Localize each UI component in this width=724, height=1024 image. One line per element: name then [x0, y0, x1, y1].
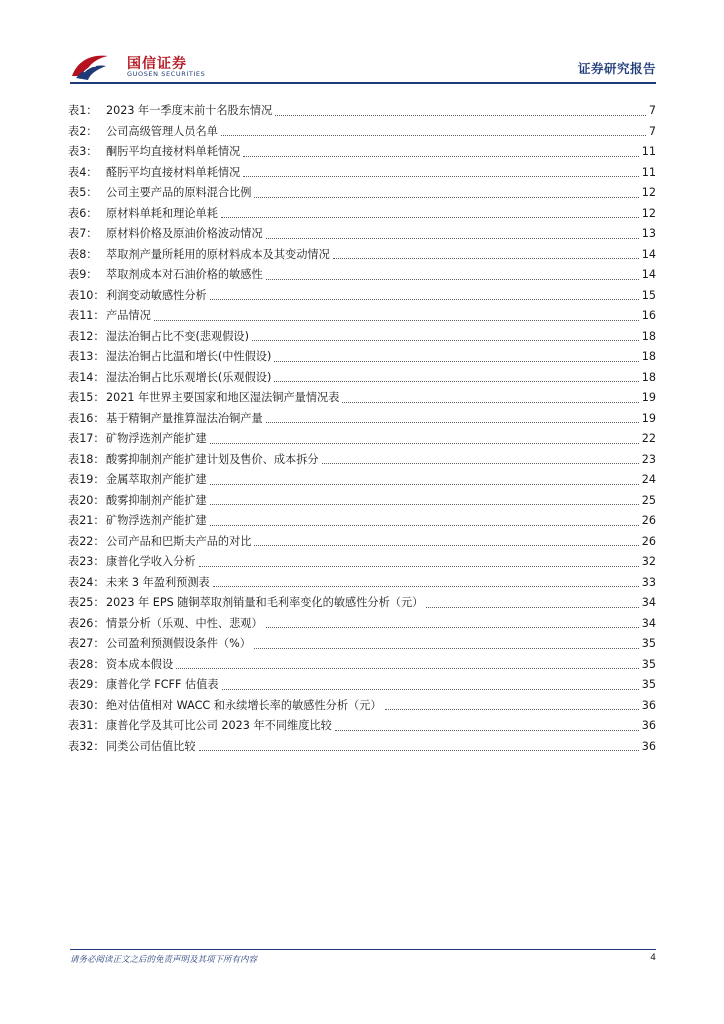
toc-entry-label: 表25： — [68, 596, 105, 609]
toc-entry-page: 36 — [641, 739, 656, 753]
toc-entry-label: 表12： — [68, 329, 105, 343]
toc-entry-label: 表32： — [68, 739, 105, 753]
toc-leader-dots — [154, 320, 639, 321]
toc-leader-dots — [426, 607, 638, 608]
page-header — [0, 0, 724, 88]
toc-entry[interactable] — [68, 573, 656, 594]
toc-leader-dots — [266, 279, 639, 280]
toc-entry[interactable] — [68, 183, 656, 204]
toc-entry-title: 康普化学收入分析 — [106, 555, 196, 568]
toc-leader-dots — [254, 545, 638, 546]
toc-entry-page: 22 — [641, 432, 656, 445]
toc-entry-page: 11 — [641, 145, 656, 158]
toc-entry-page: 12 — [641, 206, 656, 220]
toc-entry[interactable] — [68, 122, 656, 143]
toc-entry[interactable] — [68, 716, 656, 737]
toc-entry[interactable] — [68, 450, 656, 471]
toc-entry-label: 表29： — [68, 678, 105, 691]
toc-leader-dots — [266, 238, 639, 239]
toc-entry-page: 12 — [641, 186, 656, 199]
toc-entry-title: 金属萃取剂产能扩建 — [106, 473, 207, 486]
toc-entry-title: 同类公司估值比较 — [106, 739, 196, 753]
toc-entry-page: 16 — [641, 309, 656, 322]
toc-leader-dots — [221, 135, 646, 136]
toc-entry-title: 未来 3 年盈利预测表 — [106, 575, 210, 589]
toc-entry[interactable] — [68, 204, 656, 225]
toc-entry[interactable] — [68, 429, 656, 450]
toc-entry[interactable] — [68, 634, 656, 655]
toc-leader-dots — [210, 525, 639, 526]
toc-entry-page: 18 — [641, 370, 656, 384]
toc-entry-label: 表18： — [68, 452, 105, 466]
toc-entry-label: 表26： — [68, 616, 105, 630]
toc-entry-page: 26 — [641, 514, 656, 527]
toc-entry-title: 湿法冶铜占比温和增长(中性假设) — [106, 350, 272, 363]
toc-leader-dots — [335, 730, 639, 731]
toc-entry-title: 酸雾抑制剂产能扩建 — [106, 493, 207, 507]
toc-entry-label: 表16： — [68, 411, 105, 425]
toc-entry[interactable] — [68, 388, 656, 409]
toc-entry[interactable] — [68, 245, 656, 266]
toc-entry-title: 萃取剂成本对石油价格的敏感性 — [106, 268, 263, 281]
toc-entry-title: 资本成本假设 — [106, 657, 174, 671]
toc-entry-page: 25 — [641, 493, 656, 507]
toc-entry-title: 酸雾抑制剂产能扩建计划及售价、成本拆分 — [106, 452, 319, 466]
toc-entry-label: 表22： — [68, 534, 105, 548]
toc-entry[interactable] — [68, 511, 656, 532]
toc-entry-title: 公司高级管理人员名单 — [106, 124, 218, 138]
toc-entry-page: 34 — [641, 596, 656, 609]
toc-entry[interactable] — [68, 552, 656, 573]
toc-entry-title: 公司主要产品的原料混合比例 — [106, 186, 252, 199]
toc-entry-page: 14 — [641, 268, 656, 281]
toc-entry-label: 表4： — [68, 165, 98, 179]
toc-leader-dots — [333, 258, 639, 259]
toc-entry-label: 表11： — [68, 309, 105, 322]
toc-leader-dots — [210, 484, 639, 485]
toc-entry-label: 表10： — [68, 288, 105, 302]
toc-entry-page: 11 — [641, 165, 656, 179]
toc-entry-label: 表20： — [68, 493, 105, 507]
toc-entry[interactable] — [68, 286, 656, 307]
toc-leader-dots — [176, 668, 639, 669]
toc-entry-label: 表14： — [68, 370, 105, 384]
toc-leader-dots — [210, 443, 639, 444]
toc-entry[interactable] — [68, 593, 656, 614]
toc-entry[interactable] — [68, 675, 656, 696]
toc-entry-label: 表28： — [68, 657, 105, 671]
toc-entry-title: 2023 年 EPS 随铜萃取剂销量和毛利率变化的敏感性分析（元） — [106, 596, 424, 609]
toc-entry-title: 湿法冶铜占比乐观增长(乐观假设) — [106, 370, 272, 384]
toc-entry[interactable] — [68, 368, 656, 389]
toc-entry-page: 35 — [641, 678, 656, 691]
toc-entry-title: 醛肟平均直接材料单耗情况 — [106, 165, 241, 179]
toc-entry-page: 7 — [648, 104, 656, 117]
toc-entry-label: 表3： — [68, 145, 98, 158]
toc-entry-label: 表2： — [68, 124, 98, 138]
toc-entry[interactable] — [68, 101, 656, 122]
toc-entry-page: 19 — [641, 391, 656, 404]
table-of-tables — [68, 101, 656, 757]
brand-name-cn: 国信证券 — [127, 56, 187, 72]
toc-entry-label: 表1： — [68, 104, 98, 117]
toc-entry-title: 原材料价格及原油价格波动情况 — [106, 227, 263, 240]
footer-disclaimer: 请务必阅读正文之后的免责声明及其项下所有内容 — [70, 955, 258, 965]
toc-entry[interactable] — [68, 737, 656, 758]
toc-leader-dots — [221, 217, 639, 218]
toc-leader-dots — [254, 648, 639, 649]
toc-entry-label: 表13： — [68, 350, 105, 363]
toc-leader-dots — [252, 340, 639, 341]
toc-entry[interactable] — [68, 696, 656, 717]
toc-entry[interactable] — [68, 306, 656, 327]
toc-entry-label: 表15： — [68, 391, 105, 404]
toc-leader-dots — [266, 422, 639, 423]
toc-entry-page: 15 — [641, 288, 656, 302]
toc-entry-page: 33 — [641, 575, 656, 589]
guosen-logo-icon — [70, 50, 110, 82]
toc-entry[interactable] — [68, 327, 656, 348]
toc-leader-dots — [243, 156, 638, 157]
footer-divider — [70, 949, 656, 950]
toc-leader-dots — [274, 381, 638, 382]
toc-leader-dots — [199, 750, 639, 751]
brand-name-en: GUOSEN SECURITIES — [127, 70, 206, 78]
toc-leader-dots — [385, 709, 639, 710]
toc-entry-title: 酮肟平均直接材料单耗情况 — [106, 145, 241, 158]
toc-entry-title: 利润变动敏感性分析 — [106, 288, 207, 302]
toc-entry-title: 湿法冶铜占比不变(悲观假设) — [106, 329, 249, 343]
toc-entry-label: 表21： — [68, 514, 105, 527]
toc-entry-title: 萃取剂产量所耗用的原材料成本及其变动情况 — [106, 247, 330, 261]
toc-entry-title: 基于精铜产量推算湿法冶铜产量 — [106, 411, 263, 425]
toc-entry[interactable] — [68, 224, 656, 245]
toc-entry-title: 矿物浮选剂产能扩建 — [106, 432, 207, 445]
toc-entry-title: 公司产品和巴斯夫产品的对比 — [106, 534, 252, 548]
toc-entry-title: 矿物浮选剂产能扩建 — [106, 514, 207, 527]
toc-entry[interactable] — [68, 614, 656, 635]
toc-entry-title: 2023 年一季度末前十名股东情况 — [106, 104, 273, 117]
toc-entry-label: 表30： — [68, 698, 105, 712]
toc-entry-label: 表6： — [68, 206, 98, 220]
toc-leader-dots — [322, 463, 639, 464]
toc-entry[interactable] — [68, 470, 656, 491]
toc-entry-page: 26 — [641, 534, 656, 548]
toc-entry-title: 康普化学 FCFF 估值表 — [106, 678, 219, 691]
toc-entry-label: 表8： — [68, 247, 98, 261]
toc-leader-dots — [275, 115, 646, 116]
toc-entry-title: 产品情况 — [106, 309, 151, 322]
toc-entry-page: 35 — [641, 657, 656, 671]
toc-entry[interactable] — [68, 347, 656, 368]
toc-leader-dots — [342, 402, 638, 403]
header-divider — [70, 82, 656, 84]
toc-entry-title: 原材料单耗和理论单耗 — [106, 206, 218, 220]
toc-entry-page: 24 — [641, 473, 656, 486]
toc-entry-label: 表17： — [68, 432, 105, 445]
toc-entry-label: 表24： — [68, 575, 105, 589]
toc-entry-page: 7 — [648, 124, 656, 138]
toc-entry[interactable] — [68, 163, 656, 184]
toc-entry-page: 23 — [641, 452, 656, 466]
toc-entry-page: 13 — [641, 227, 656, 240]
toc-entry[interactable] — [68, 532, 656, 553]
toc-entry-label: 表7： — [68, 227, 98, 240]
toc-leader-dots — [243, 176, 638, 177]
toc-entry[interactable] — [68, 265, 656, 286]
toc-entry-page: 18 — [641, 329, 656, 343]
toc-entry[interactable] — [68, 409, 656, 430]
toc-leader-dots — [274, 361, 638, 362]
toc-entry-page: 32 — [641, 555, 656, 568]
toc-entry-page: 34 — [641, 616, 656, 630]
toc-entry[interactable] — [68, 655, 656, 676]
toc-entry-title: 绝对估值相对 WACC 和永续增长率的敏感性分析（元） — [106, 698, 382, 712]
toc-leader-dots — [199, 566, 639, 567]
toc-entry-label: 表31： — [68, 719, 105, 732]
toc-entry-label: 表5： — [68, 186, 98, 199]
toc-leader-dots — [254, 197, 638, 198]
toc-entry-title: 康普化学及其可比公司 2023 年不同维度比较 — [106, 719, 332, 732]
toc-entry[interactable] — [68, 491, 656, 512]
toc-entry-label: 表19： — [68, 473, 105, 486]
toc-leader-dots — [210, 299, 639, 300]
toc-entry-title: 情景分析（乐观、中性、悲观） — [106, 616, 263, 630]
toc-entry-title: 2021 年世界主要国家和地区湿法铜产量情况表 — [106, 391, 340, 404]
toc-entry[interactable] — [68, 142, 656, 163]
page-number: 4 — [650, 953, 656, 963]
toc-entry-title: 公司盈利预测假设条件（%） — [106, 637, 251, 650]
toc-entry-label: 表27： — [68, 637, 105, 650]
toc-leader-dots — [210, 504, 639, 505]
toc-leader-dots — [213, 586, 639, 587]
toc-entry-page: 18 — [641, 350, 656, 363]
toc-entry-page: 36 — [641, 698, 656, 712]
toc-entry-page: 35 — [641, 637, 656, 650]
toc-entry-page: 19 — [641, 411, 656, 425]
toc-entry-label: 表23： — [68, 555, 105, 568]
toc-entry-label: 表9： — [68, 268, 98, 281]
report-type-label: 证券研究报告 — [577, 61, 656, 76]
toc-leader-dots — [266, 627, 639, 628]
toc-leader-dots — [222, 689, 639, 690]
toc-entry-page: 36 — [641, 719, 656, 732]
toc-entry-page: 14 — [641, 247, 656, 261]
